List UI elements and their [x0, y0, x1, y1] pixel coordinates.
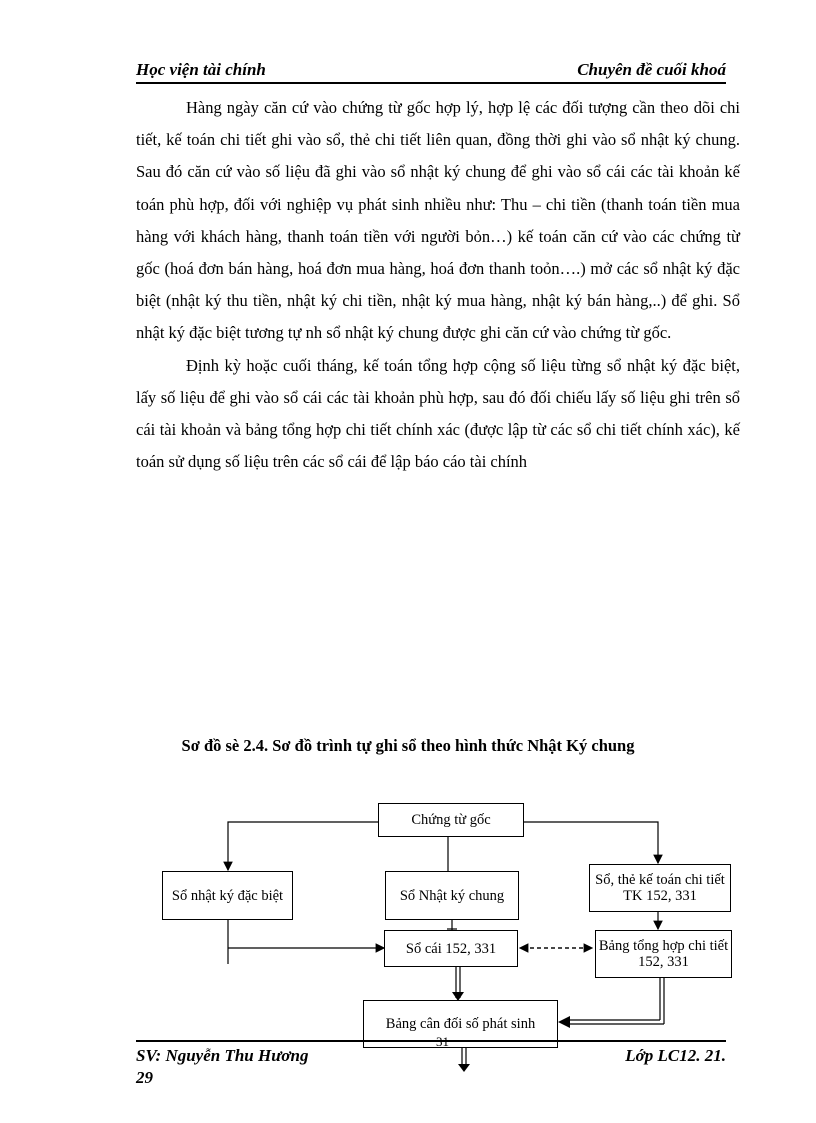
- box-so-cai-label: Sổ cái 152, 331: [405, 940, 497, 957]
- box-so-nhat-ky-chung: [385, 871, 519, 920]
- box-bang-tong-hop-chi-tiet: [595, 930, 732, 978]
- box-so-nhat-ky-chung-label: Sổ Nhật ký chung: [399, 887, 505, 904]
- paragraph-2: Định kỳ hoặc cuối tháng, kế toán tổng hợp cộng số liệu từng sổ nhật ký đặc biệt, lấy số liệu để ghi vào sổ cái các tài khoản phù hợp, sau đó đối chiếu lấy số liệu ghi trên sổ cái tài khoản và bảng tổng hợp chi tiết chính xác (được lập từ các sổ chi tiết chính xác), kế toán sử dụng số liệu trên các sổ cái để lập báo cáo tài chính: [136, 355, 740, 472]
- box-so-cai: [384, 930, 518, 967]
- box-so-nhat-ky-dac-biet: [162, 871, 293, 920]
- paragraph-1: Hàng ngày căn cứ vào chứng từ gốc hợp lý, hợp lệ các đối tượng cần theo dõi chi tiết, kế toán chi tiết ghi vào sổ, thẻ chi tiết liên quan, đồng thời ghi vào sổ nhật ký chung. Sau đó căn cứ vào số liệu đã ghi vào sổ nhật ký chung để ghi vào sổ cái các tài khoản kế toán phù hợp, đối với nghiệp vụ phát sinh nhiều như: Thu – chi tiền (thanh toán tiền mua hàng với khách hàng, thanh toán tiền với người bỏn…) kế toán căn cứ vào các chứng từ gốc (hoá đơn bán hàng, hoá đơn mua hàng, hoá đơn thanh toỏn….) mở các sổ nhật ký đặc biệt (nhật ký thu tiền, nhật ký chi tiền, nhật ký mua hàng, nhật ký bán hàng,..) để ghi. Sổ nhật ký đặc biệt tương tự nh sổ nhật ký chung được ghi căn cứ vào chứng từ gốc.: [136, 98, 740, 343]
- footer-page-line: 29: [136, 1068, 153, 1087]
- box-so-nhat-ky-dac-biet-label: Sổ nhật ký đặc biệt: [171, 887, 284, 904]
- diagram-title: Sơ đồ sè 2.4. Sơ đồ trình tự ghi sổ theo hình thức Nhật Ký chung: [181, 736, 635, 755]
- footer-class: Lớp LC12. 21.: [625, 1046, 726, 1065]
- box-so-the-ke-toan-chi-tiet: [589, 864, 731, 912]
- page-footer: [136, 1034, 726, 1092]
- header-document-type: Chuyên đề cuối khoá: [577, 60, 726, 79]
- header-institution: Học viện tài chính: [136, 60, 266, 79]
- box-bang-tong-hop-chi-tiet-label: Bảng tổng hợp chi tiết 152, 331: [598, 938, 729, 970]
- box-chung-tu-goc: [378, 803, 524, 837]
- footer-page-number: 31: [436, 1034, 449, 1049]
- box-chung-tu-goc-label: Chứng từ gốc: [411, 812, 491, 828]
- box-bang-can-doi-so-phat-sinh-label: Bảng cân đối số phát sinh: [385, 1016, 536, 1032]
- box-so-the-ke-toan-chi-tiet-label: Sổ, thẻ kế toán chi tiết TK 152, 331: [595, 872, 725, 904]
- footer-student-name: SV: Nguyễn Thu Hương: [136, 1046, 309, 1065]
